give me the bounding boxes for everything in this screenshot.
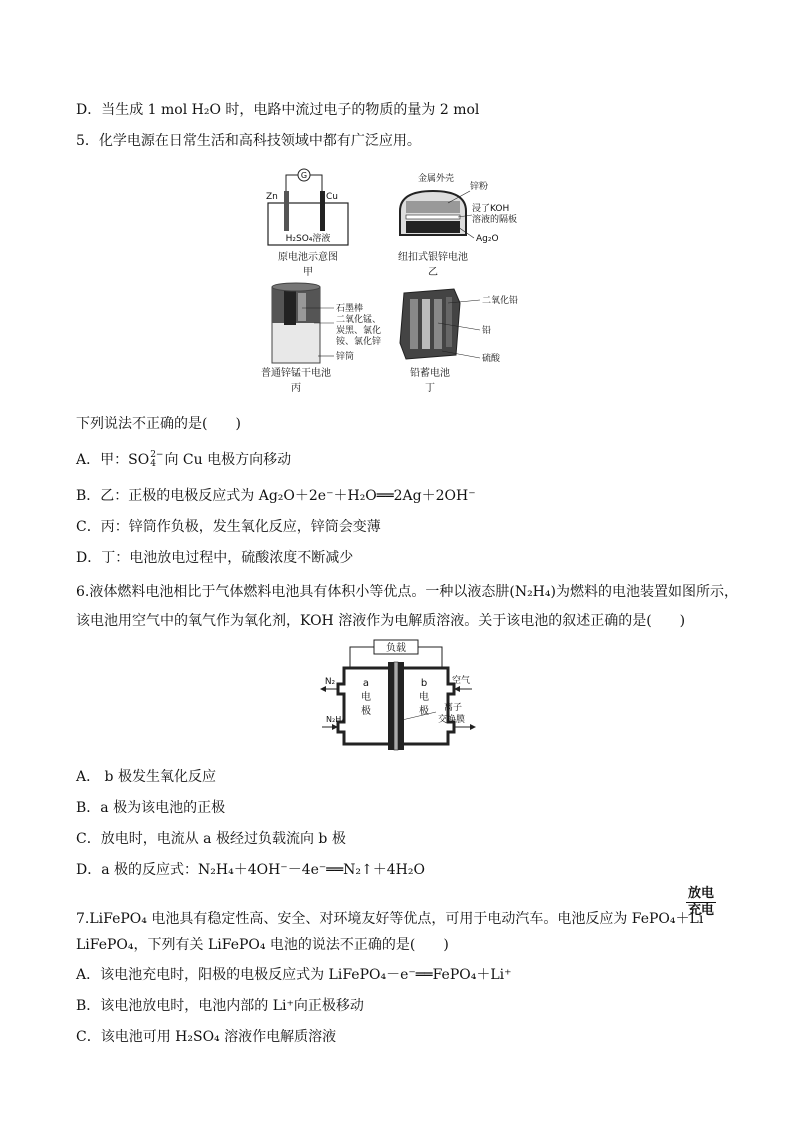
svg-text:b: b (420, 678, 428, 689)
lead-acid-battery-diagram (400, 289, 518, 394)
svg-text:N₂H₄: N₂H₄ (326, 715, 345, 724)
q6-stem-1: 6.液体燃料电池相比于气体燃料电池具有体积小等优点。一种以液态肼(N₂H₄)为燃料的电池装置如图所示， (76, 584, 738, 600)
svg-text:H₂SO₄溶液: H₂SO₄溶液 (285, 234, 331, 244)
q6-fuel-cell-figure (318, 638, 478, 756)
svg-text:溶液的隔板: 溶液的隔板 (472, 215, 518, 225)
svg-text:丁: 丁 (425, 383, 435, 394)
svg-text:锌粉: 锌粉 (470, 182, 489, 192)
q5-stem: 5．化学电源在日常生活和高科技领域中都有广泛应用。 (76, 133, 421, 149)
q7-option-c: C．该电池可用 H₂SO₄ 溶液作电解质溶液 (76, 1029, 337, 1045)
svg-text:丙: 丙 (291, 383, 301, 394)
svg-text:二氧化锰、: 二氧化锰、 (336, 315, 382, 325)
svg-text:a: a (362, 678, 370, 689)
svg-text:乙: 乙 (428, 267, 438, 278)
svg-text:极: 极 (419, 706, 429, 717)
q5-ask: 下列说法不正确的是( ) (76, 416, 241, 432)
svg-text:炭黑、氯化: 炭黑、氯化 (336, 326, 382, 336)
svg-text:原电池示意图: 原电池示意图 (278, 252, 338, 263)
svg-text:N₂: N₂ (324, 677, 336, 687)
q7-stem-2: LiFePO₄，下列有关 LiFePO₄ 电池的说法不正确的是( ) (76, 937, 449, 953)
svg-text:浸了KOH: 浸了KOH (472, 204, 510, 214)
svg-text:石墨棒: 石墨棒 (336, 304, 364, 314)
svg-text:电: 电 (419, 692, 429, 703)
q5-figure (258, 163, 548, 403)
svg-text:铵、氯化锌: 铵、氯化锌 (336, 337, 382, 347)
svg-text:二氧化铅: 二氧化铅 (482, 296, 519, 306)
q7-option-b: B．该电池放电时，电池内部的 Li⁺向正极移动 (76, 998, 364, 1014)
q7-reaction-condition: 放电 充电 (688, 886, 715, 918)
q6-stem-2: 该电池用空气中的氧气作为氧化剂，KOH 溶液作为电解质溶液。关于该电池的叙述正确的是( ) (76, 613, 686, 629)
svg-text:锌筒: 锌筒 (336, 352, 355, 362)
q6-option-a: A． b 极发生氧化反应 (76, 769, 216, 785)
svg-text:普通锌锰干电池: 普通锌锰干电池 (261, 368, 331, 379)
svg-text:Zn: Zn (266, 192, 278, 202)
svg-text:硫酸: 硫酸 (482, 354, 501, 364)
svg-text:金属外壳: 金属外壳 (418, 174, 455, 184)
svg-text:极: 极 (361, 706, 371, 717)
svg-text:纽扣式银锌电池: 纽扣式银锌电池 (398, 252, 468, 263)
q7-stem-1: 7.LiFePO₄ 电池具有稳定性高、安全、对环境友好等优点，可用于电动汽车。电池反应为 FePO₄＋Li (76, 911, 704, 927)
svg-text:铅蓄电池: 铅蓄电池 (410, 368, 450, 379)
q7-option-a: A．该电池充电时，阳极的电极反应式为 LiFePO₄－e⁻══FePO₄＋Li⁺ (76, 967, 512, 983)
svg-text:Cu: Cu (326, 192, 338, 202)
svg-text:负载: 负载 (386, 643, 406, 654)
q5-option-c: C．丙：锌筒作负极，发生氧化反应，锌筒会变薄 (76, 519, 381, 535)
button-cell-diagram (398, 172, 517, 278)
svg-text:甲: 甲 (303, 267, 313, 278)
q6-option-d: D．a 极的反应式：N₂H₄＋4OH⁻－4e⁻══N₂↑＋4H₂O (76, 862, 425, 878)
svg-text:G: G (300, 171, 308, 180)
svg-text:空气: 空气 (451, 676, 471, 686)
svg-text:电: 电 (361, 692, 371, 703)
svg-text:离子: 离子 (444, 703, 463, 713)
q5-option-a: A．甲：SO2− 4 向 Cu 电极方向移动 (76, 450, 292, 469)
svg-text:铅: 铅 (482, 326, 492, 336)
q5-option-b: B．乙：正极的电极反应式为 Ag₂O＋2e⁻＋H₂O══2Ag＋2OH⁻ (76, 488, 476, 504)
galvanic-cell-diagram (266, 169, 348, 278)
q5-option-d: D．丁：电池放电过程中，硫酸浓度不断减少 (76, 550, 354, 566)
q6-option-b: B．a 极为该电池的正极 (76, 800, 226, 816)
dry-cell-diagram (261, 283, 381, 394)
svg-text:交换膜: 交换膜 (438, 715, 466, 725)
q6-option-c: C．放电时，电流从 a 极经过负载流向 b 极 (76, 831, 346, 847)
prev-option-d: D．当生成 1 mol H₂O 时，电路中流过电子的物质的量为 2 mol (76, 102, 480, 118)
svg-text:Ag₂O: Ag₂O (476, 234, 499, 244)
